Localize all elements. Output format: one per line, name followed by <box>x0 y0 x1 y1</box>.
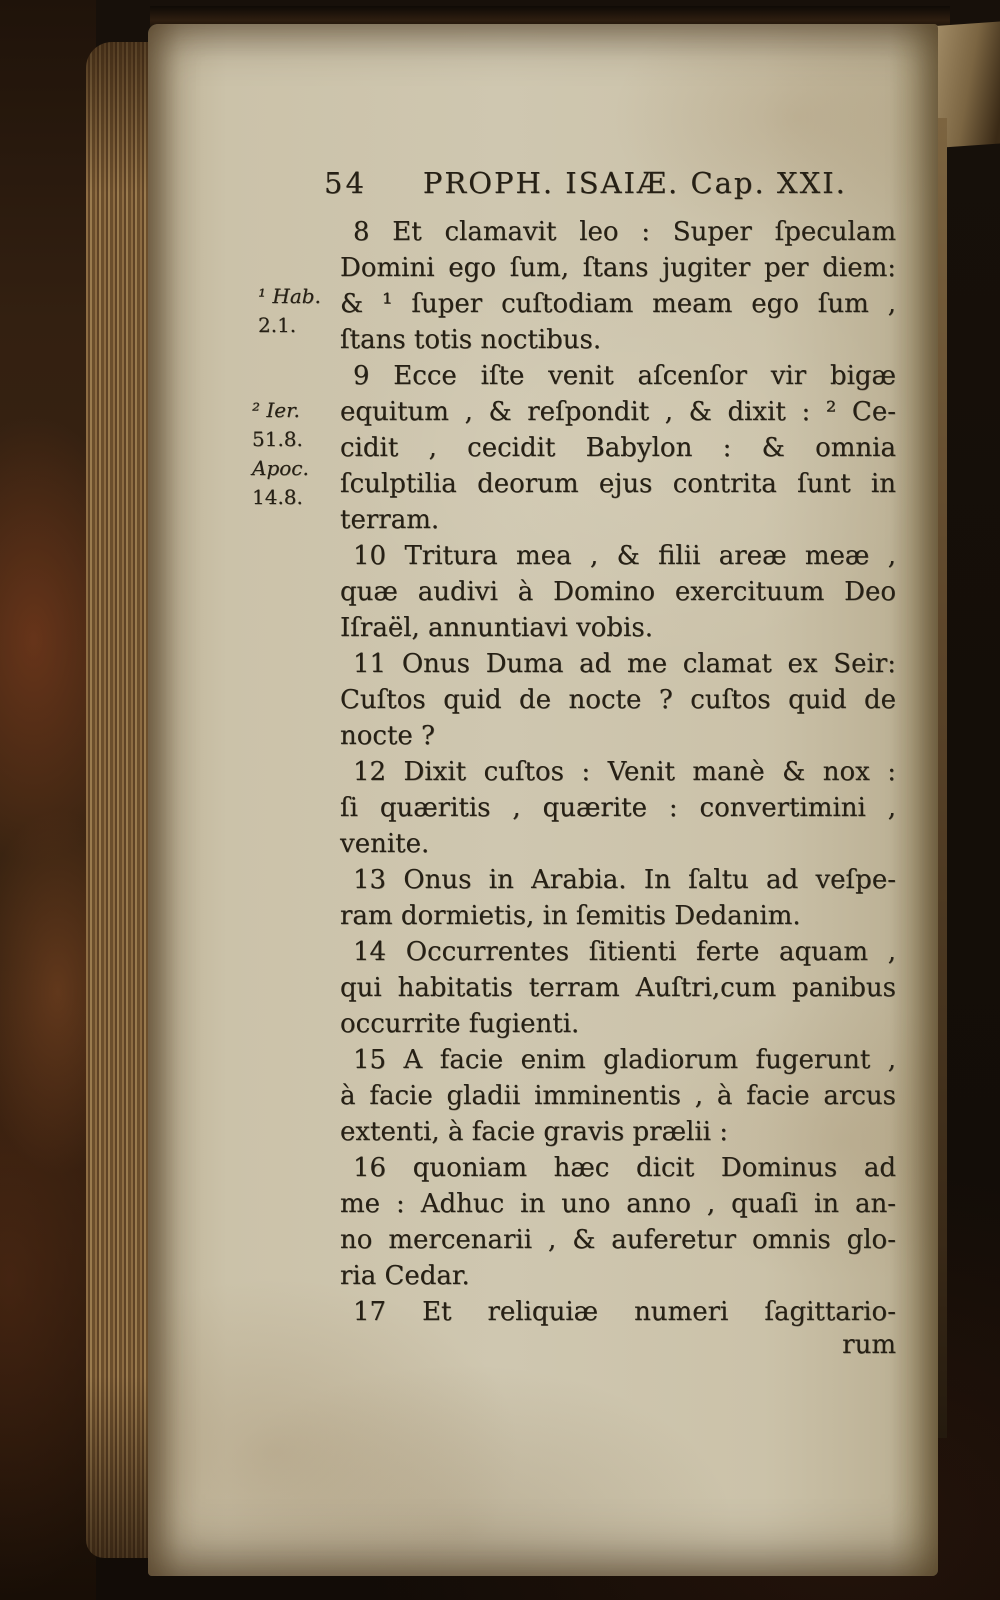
verse-line: ſi quæritis , quærite : convertimini , <box>340 793 896 823</box>
verse-line: Iſraël, annuntiavi vobis. <box>340 613 653 643</box>
verse-line: qui habitatis terram Auſtri,cum panibus <box>340 973 896 1003</box>
catchword: rum <box>842 1330 896 1360</box>
verse-line: no mercenarii , & auferetur omnis glo- <box>340 1225 896 1255</box>
book-cover-left <box>0 0 96 1600</box>
verse-line: à facie gladii imminentis , à facie arcus <box>340 1081 896 1111</box>
verse-16 <box>340 1150 896 1294</box>
verse-17 <box>340 1294 896 1330</box>
verse-line: ria Cedar. <box>340 1261 470 1291</box>
margin-note-line: 2.1. <box>258 313 297 337</box>
verse-line: 8 Et clamavit leo : Super ſpeculam <box>353 217 896 247</box>
margin-note-line: Apoc. <box>252 456 309 480</box>
verse-line: 17 Et reliquiæ numeri ſagittario- <box>353 1297 896 1327</box>
verse-line: nocte ? <box>340 721 435 751</box>
verse-14 <box>340 934 896 1042</box>
verse-line: equitum , & reſpondit , & dixit : ² Ce- <box>340 397 896 427</box>
verse-line: 15 A facie enim gladiorum fugerunt , <box>353 1045 896 1075</box>
verse-line: ram dormietis, in ſemitis Dedanim. <box>340 901 801 931</box>
verse-line: Cuſtos quid de nocte ? cuſtos quid de <box>340 685 896 715</box>
margin-note-ier <box>252 396 338 512</box>
verse-line: terram. <box>340 505 440 535</box>
verse-line: 13 Onus in Arabia. In ſaltu ad veſpe- <box>353 865 896 895</box>
verse-line: ſtans totis noctibus. <box>340 325 602 355</box>
page-number: 54 <box>324 166 367 200</box>
verse-line: 16 quoniam hæc dicit Dominus ad <box>353 1153 896 1183</box>
book-page <box>148 24 938 1576</box>
verse-line: 14 Occurrentes ſitienti ferte aquam , <box>353 937 896 967</box>
verse-12 <box>340 754 896 862</box>
verse-line: Domini ego ſum, ſtans jugiter per diem: <box>340 253 896 283</box>
verse-11 <box>340 646 896 754</box>
page-header <box>324 166 847 200</box>
verse-line: 10 Tritura mea , & filii areæ meæ , <box>353 541 896 571</box>
verse-line: occurrite fugienti. <box>340 1009 580 1039</box>
verse-line: quæ audivi à Domino exercituum Deo <box>340 577 896 607</box>
verse-8 <box>340 214 896 358</box>
margin-note-line: 14.8. <box>252 485 303 509</box>
verse-line: 9 Ecce iſte venit aſcenſor vir bigæ <box>353 361 896 391</box>
margin-note-hab <box>258 282 344 340</box>
verse-line: 12 Dixit cuſtos : Venit manè & nox : <box>353 757 896 787</box>
verse-9 <box>340 358 896 538</box>
verse-13 <box>340 862 896 934</box>
verse-line: me : Adhuc in uno anno , quaſi in an- <box>340 1189 896 1219</box>
verse-line: ſculptilia deorum ejus contrita ſunt in <box>340 469 896 499</box>
verse-line: 11 Onus Duma ad me clamat ex Seir: <box>353 649 896 679</box>
verse-line: cidit , cecidit Babylon : & omnia <box>340 433 896 463</box>
verse-10 <box>340 538 896 646</box>
verse-15 <box>340 1042 896 1150</box>
margin-note-line: ² Ier. <box>252 398 300 422</box>
margin-note-line: 51.8. <box>252 427 303 451</box>
verse-line: & ¹ ſuper cuſtodiam meam ego ſum , <box>340 289 896 319</box>
margin-note-line: ¹ Hab. <box>258 284 321 308</box>
verse-line: venite. <box>340 829 430 859</box>
verse-line: extenti, à facie gravis prælii : <box>340 1117 729 1147</box>
text-block <box>340 214 896 1330</box>
running-title: PROPH. ISAIÆ. Cap. XXI. <box>422 166 847 200</box>
